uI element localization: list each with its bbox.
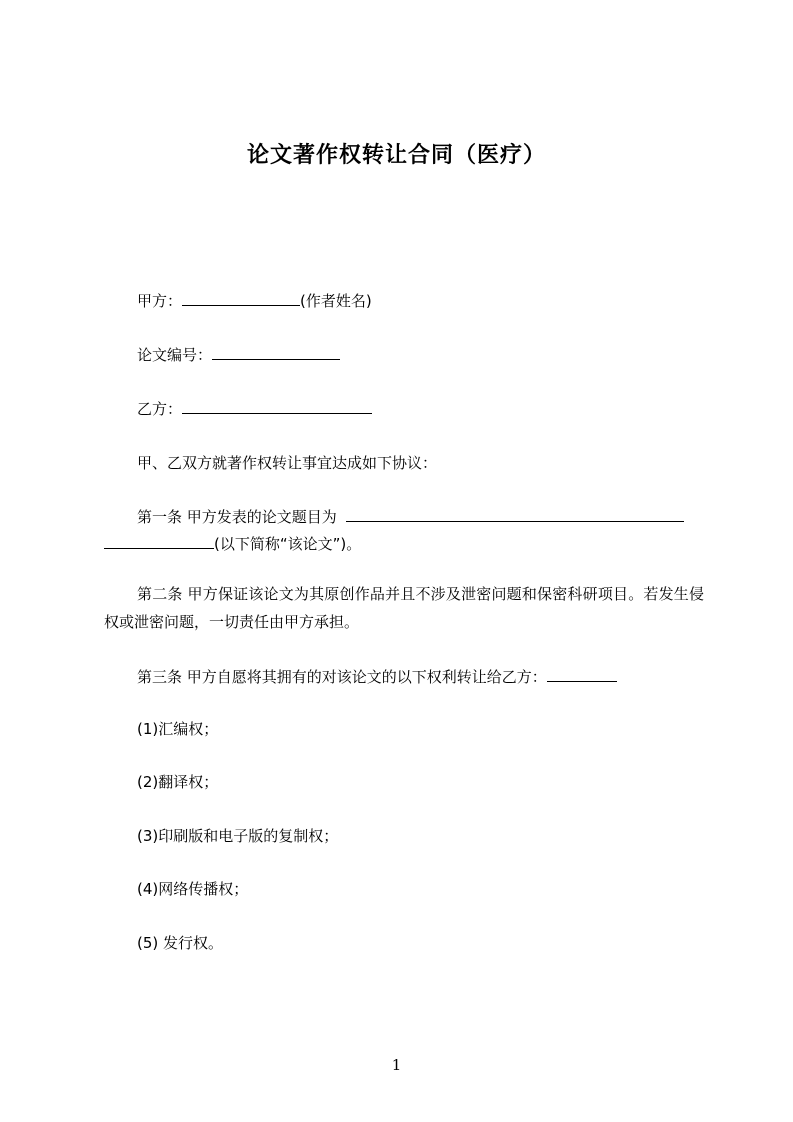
article-3-text: 第三条 甲方自愿将其拥有的对该论文的以下权利转让给乙方： [137, 668, 547, 686]
paper-no-line [137, 345, 340, 365]
article-1-text: 第一条 甲方发表的论文题目为 [137, 508, 337, 526]
party-b-line [137, 399, 372, 419]
article-1 [137, 507, 684, 527]
page-number: 1 [391, 1056, 402, 1074]
right-item-2: (2)翻译权； [137, 773, 219, 791]
party-a-label: 甲方： [137, 292, 183, 310]
article-1-cont [104, 534, 361, 554]
right-item-3: (3)印刷版和电子版的复制权； [137, 827, 339, 845]
article-3-blank [547, 667, 617, 682]
page-title: 论文著作权转让合同（医疗） [246, 143, 546, 168]
article-1-blank-2 [104, 534, 214, 549]
right-item-4: (4)网络传播权； [137, 880, 249, 898]
preamble: 甲、乙双方就著作权转让事宜达成如下协议： [137, 454, 438, 472]
party-a-line [137, 291, 372, 311]
party-a-blank [182, 291, 300, 306]
article-3 [137, 667, 617, 687]
article-1-blank [346, 507, 684, 522]
paper-no-label: 论文编号： [137, 346, 213, 364]
right-item-5: (5) 发行权。 [137, 934, 224, 952]
party-b-blank [182, 399, 372, 414]
paper-no-blank [212, 345, 340, 360]
article-1-suffix: (以下简称“该论文”)。 [214, 535, 362, 553]
party-b-label: 乙方： [137, 400, 183, 418]
right-item-1: (1)汇编权； [137, 720, 219, 738]
article-2: 第二条 甲方保证该论文为其原创作品并且不涉及泄密问题和保密科研项目。若发生侵权或泄密问题，一切责任由甲方承担。 [104, 585, 704, 631]
party-a-suffix: (作者姓名) [300, 292, 372, 310]
